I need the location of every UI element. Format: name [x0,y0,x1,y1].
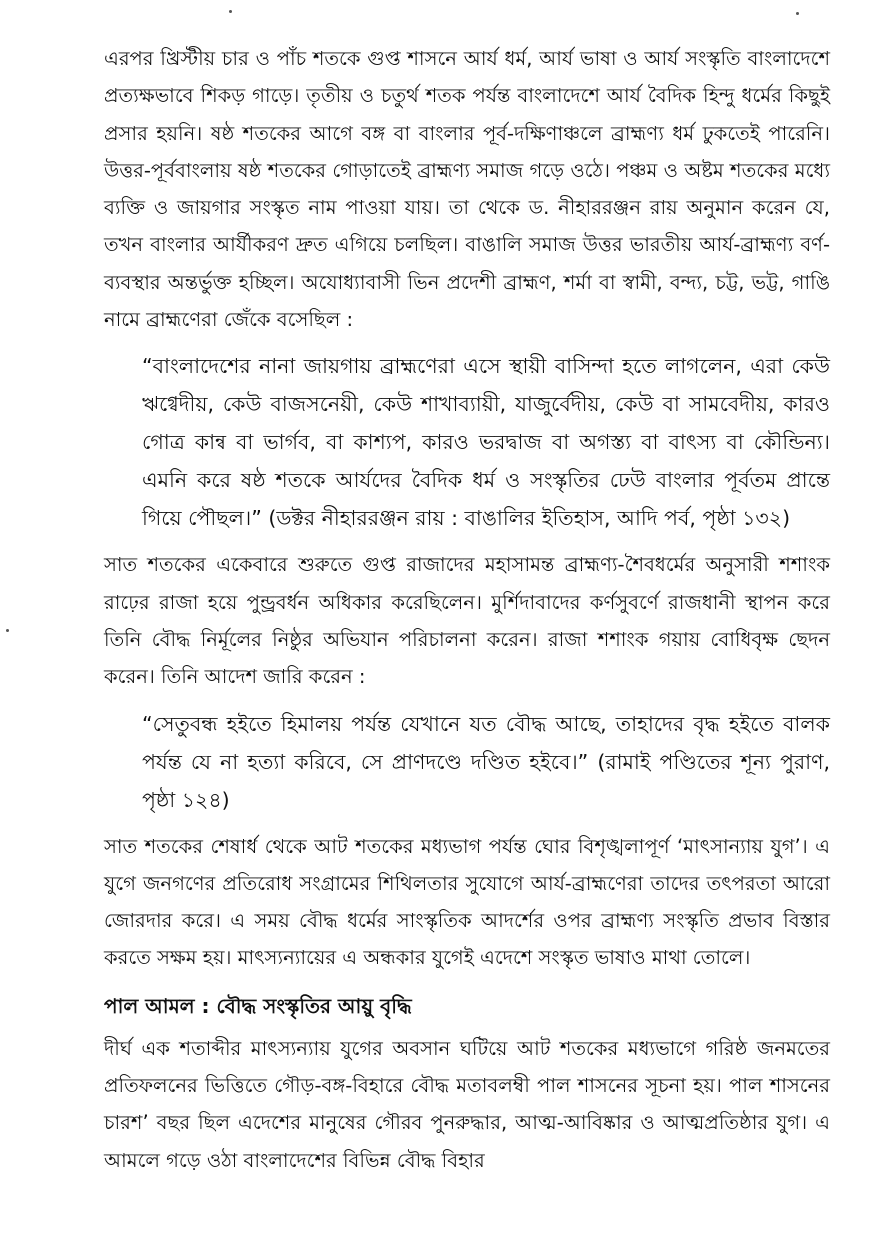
page-body [104,40,830,1250]
scan-speck [796,12,799,15]
paragraph-pala-rule: দীর্ঘ এক শতাব্দীর মাৎস্যন্যায় যুগের অবসান ঘটিয়ে আট শতকের মধ্যভাগে গরিষ্ঠ জনমতের প্রতিফলনের ভিত্তিতে গৌড়-বঙ্গ-বিহারে বৌদ্ধ মতাবলম্বী পাল শাসনের সূচনা হয়। পাল শাসনের চারশ’ বছর ছিল এদেশের মানুষের গৌরব পুনরুদ্ধার, আত্ম-আবিষ্কার ও আত্মপ্রতিষ্ঠার যুগ। এ আমলে গড়ে ওঠা বাংলাদেশের বিভিন্ন বৌদ্ধ বিহার [104,1036,830,1172]
scan-speck [229,10,232,13]
paragraph-matsyanyaya: সাত শতকের শেষার্ধ থেকে আট শতকের মধ্যভাগ পর্যন্ত ঘোর বিশৃঙ্খলাপূর্ণ ‘মাৎসান্যায় যুগ’। এ যুগে জনগণের প্রতিরোধ সংগ্রামের শিথিলতার সুযোগে আর্য-ব্রাহ্মণেরা তাদের তৎপরতা আরো জোরদার করে। এ সময় বৌদ্ধ ধর্মের সাংস্কৃতিক আদর্শের ওপর ব্রাহ্মণ্য সংস্কৃতি প্রভাব বিস্তার করতে সক্ষম হয়। মাৎস্যন্যায়ের এ অন্ধকার যুগেই এদেশে সংস্কৃত ভাষাও মাথা তোলে। [104,834,830,970]
quote-shunya-purana: “সেতুবন্ধ হইতে হিমালয় পর্যন্ত যেখানে যত বৌদ্ধ আছে, তাহাদের বৃদ্ধ হইতে বালক পর্যন্ত যে না হত্যা করিবে, সে প্রাণদণ্ডে দণ্ডিত হইবে।” (রামাই পণ্ডিতের শূন্য পুরাণ, পৃষ্ঠা ১২৪) [142,711,830,812]
section-heading-pala-era: পাল আমল : বৌদ্ধ সংস্কৃতির আয়ু বৃদ্ধি [104,993,412,1018]
quote-niharranjan-ray: “বাংলাদেশের নানা জায়গায় ব্রাহ্মণেরা এসে স্থায়ী বাসিন্দা হতে লাগলেন, এরা কেউ ঋগ্বেদীয়, কেউ বাজসনেয়ী, কেউ শাখাব্যায়ী, যাজুর্বেদীয়, কেউ বা সামবেদীয়, কারও গোত্র কান্ব বা ভার্গব, বা কাশ্যপ, কারও ভরদ্বাজ বা অগস্ত্য বা বাৎস্য বা কৌন্ডিন্য। এমনি করে ষষ্ঠ শতকে আর্যদের বৈদিক ধর্ম ও সংস্কৃতির ঢেউ বাংলার পূর্বতম প্রান্তে গিয়ে পৌছল।” (ডক্টর নীহাররঞ্জন রায় : বাঙালির ইতিহাস, আদি পর্ব, পৃষ্ঠা ১৩২) [142,354,830,531]
scan-speck [6,629,9,632]
paragraph-aryan-religion: এরপর খ্রিস্টীয় চার ও পাঁচ শতকে গুপ্ত শাসনে আর্য ধর্ম, আর্য ভাষা ও আর্য সংস্কৃতি বাংলাদেশে প্রত্যক্ষভাবে শিকড় গাড়ে। তৃতীয় ও চতুর্থ শতক পর্যন্ত বাংলাদেশে আর্য বৈদিক হিন্দু ধর্মের কিছুই প্রসার হয়নি। ষষ্ঠ শতকের আগে বঙ্গ বা বাংলার পূর্ব-দক্ষিণাঞ্চলে ব্রাহ্মণ্য ধর্ম ঢুকতেই পারেনি। উত্তর-পূর্ববাংলায় ষষ্ঠ শতকের গোড়াতেই ব্রাহ্মণ্য সমাজ গড়ে ওঠে। পঞ্চম ও অষ্টম শতকের মধ্যে ব্যক্তি ও জায়গার সংস্কৃত নাম পাওয়া যায়। তা থেকে ড. নীহাররঞ্জন রায় অনুমান করেন যে, তখন বাংলার আর্যীকরণ দ্রুত এগিয়ে চলছিল। বাঙালি সমাজ উত্তর ভারতীয় আর্য-ব্রাহ্মণ্য বর্ণ-ব্যবস্থার অন্তর্ভুক্ত হচ্ছিল। অযোধ্যাবাসী ভিন প্রদেশী ব্রাহ্মণ, শর্মা বা স্বামী, বন্দ্য, চট্ট, ভট্ট, গাঙি নামে ব্রাহ্মণেরা জেঁকে বসেছিল : [104,47,830,332]
paragraph-shashanka: সাত শতকের একেবারে শুরুতে গুপ্ত রাজাদের মহাসামন্ত ব্রাহ্মণ্য-শৈবধর্মের অনুসারী শশাংক রাঢ়ের রাজা হয়ে পুন্ড্রবর্ধন অধিকার করেছিলেন। মুর্শিদাবাদের কর্ণসুবর্ণে রাজধানী স্থাপন করে তিনি বৌদ্ধ নির্মূলের নিষ্ঠুর অভিযান পরিচালনা করেন। রাজা শশাংক গয়ায় বোধিবৃক্ষ ছেদন করেন। তিনি আদেশ জারি করেন : [104,553,830,689]
